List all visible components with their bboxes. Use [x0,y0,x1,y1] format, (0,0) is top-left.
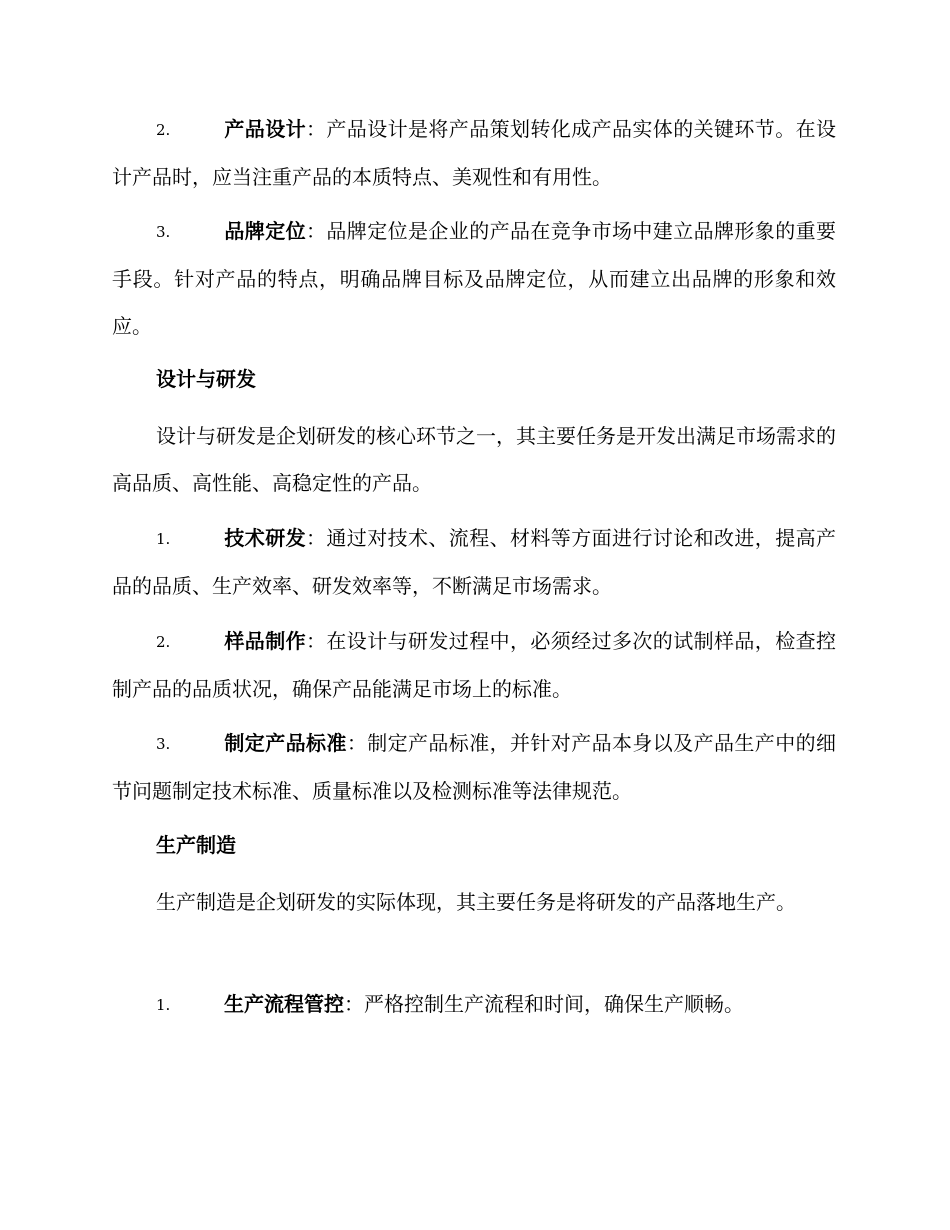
section-heading-production: 生产制造 [156,833,236,857]
list-number: 3. [156,223,171,241]
list-number: 1. [156,530,171,548]
list-text: ：通过对技术、流程、材料等方面进行讨论和改进，提高产品的品质、生产效率、研发效率等，不断满足市场需求。 [112,526,836,598]
section-intro-design: 设计与研发是企划研发的核心环节之一，其主要任务是开发出满足市场需求的高品质、高性能、高稳定性的产品。 [112,424,836,495]
list-item-product-design [112,106,836,201]
list-number: 2. [156,121,171,139]
section-heading-design: 设计与研发 [156,367,256,391]
list-item-process-control [112,981,836,1029]
list-text: ：制定产品标准，并针对产品本身以及产品生产中的细节问题制定技术标准、质量标准以及检测标准等法律规范。 [112,731,837,803]
list-term: 品牌定位 [224,219,306,243]
list-text: ：产品设计是将产品策划转化成产品实体的关键环节。在设计产品时，应当注重产品的本质特点、美观性和有用性。 [112,117,836,189]
list-term: 样品制作 [224,629,306,653]
list-term: 制定产品标准 [224,731,347,755]
list-number: 2. [156,633,171,651]
list-text: ：严格控制生产流程和时间，确保生产顺畅。 [344,992,744,1016]
list-text: ：在设计与研发过程中，必须经过多次的试制样品，检查控制产品的品质状况，确保产品能满足市场上的标准。 [112,629,836,701]
list-text: ：品牌定位是企业的产品在竞争市场中建立品牌形象的重要手段。针对产品的特点，明确品牌目标及品牌定位，从而建立出品牌的形象和效应。 [112,219,836,338]
list-item-sample-making [112,618,836,713]
list-term: 技术研发 [224,526,306,550]
section-intro-production: 生产制造是企划研发的实际体现，其主要任务是将研发的产品落地生产。 [156,890,796,914]
list-item-product-standards [112,720,836,815]
list-item-brand-positioning [112,208,836,350]
list-item-tech-rd [112,515,836,610]
list-number: 1. [156,996,171,1014]
list-term: 产品设计 [224,117,306,141]
list-number: 3. [156,735,171,753]
list-term: 生产流程管控 [224,992,344,1016]
